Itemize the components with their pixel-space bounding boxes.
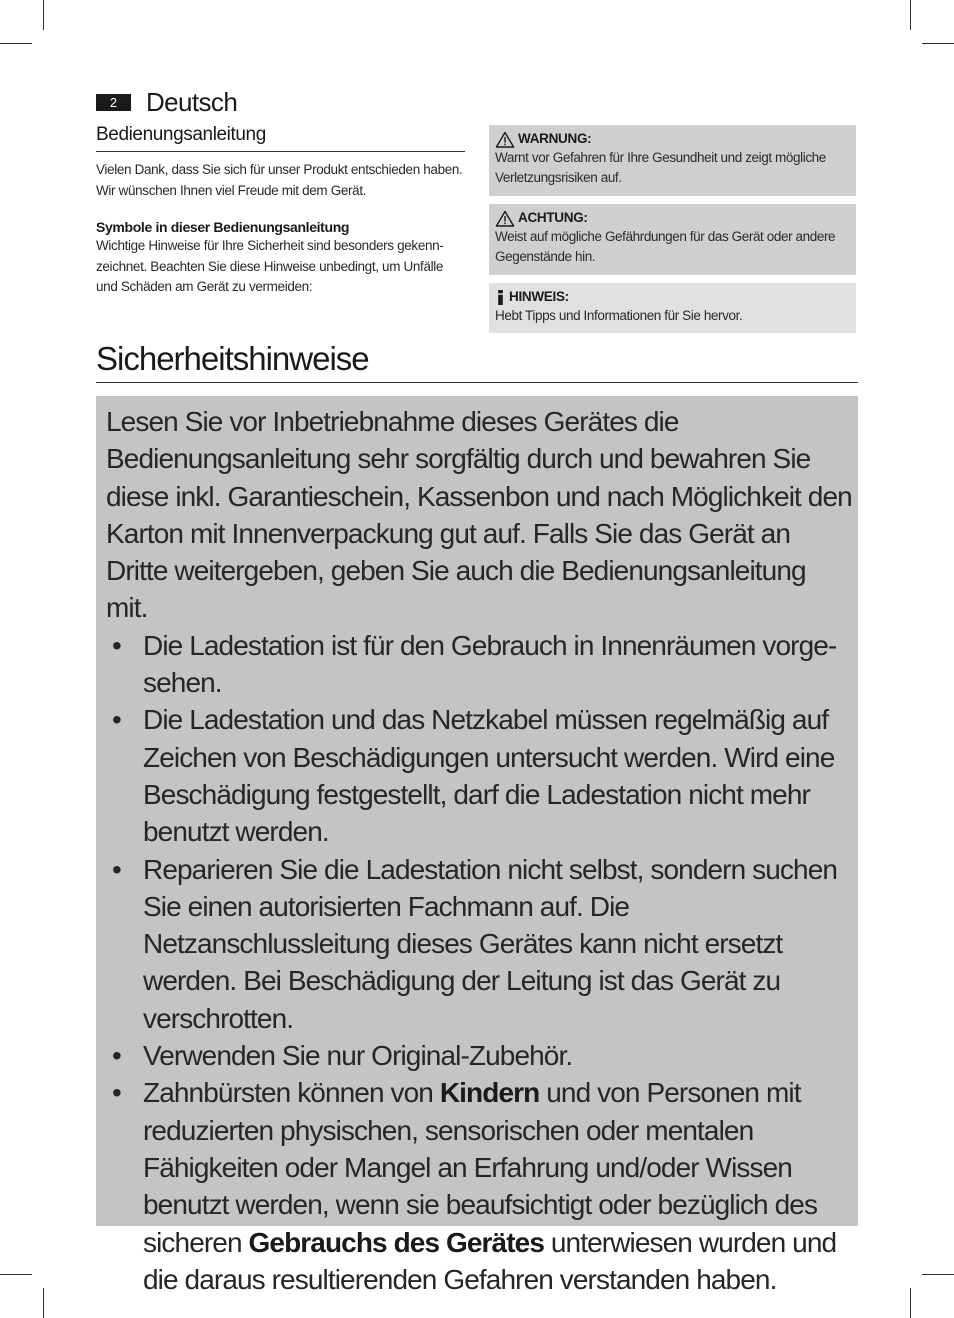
notice-title-text: HINWEIS: [509, 289, 569, 304]
notice-title [495, 130, 850, 148]
safety-box [96, 396, 858, 1295]
notice-text: Hebt Tipps und Informationen für Sie hervor. [495, 308, 743, 323]
crop-mark [0, 43, 32, 44]
bullet-icon: • [112, 1040, 121, 1072]
symbols-text: Wichtige Hinweise für Ihre Sicherheit sind besonders gekennzeichnet. Beachten Sie diese Hinweise unbedingt, um Unfälle und Schäden am Gerät zu vermeiden: [96, 238, 444, 294]
page-language-title: Deutsch [146, 86, 238, 117]
safety-heading: Sicherheitshinweise [96, 340, 858, 383]
bullet-icon: • [112, 853, 121, 885]
crop-mark [43, 0, 44, 30]
notice-title [495, 288, 850, 306]
warning-triangle-icon [495, 131, 515, 148]
intro-text: Vielen Dank, dass Sie sich für unser Produkt entschieden haben. Wir wünschen Ihnen viel Freude mit dem Gerät. [96, 162, 463, 198]
list-item [106, 1037, 852, 1074]
notice-warnung [489, 125, 856, 196]
notice-achtung [489, 204, 856, 275]
list-item-text: Die Ladestation ist für den Gebrauch in Innenräumen vorgesehen. [143, 629, 838, 699]
notice-hinweis [489, 283, 856, 333]
list-item-text-part: und von Personen mit reduzierten physischen, sensorischen oder mentalen Fähigkeiten oder Mangel an Erfahrung und/oder Wissen benutzt werden, wenn sie beaufsichtigt oder bezüglich des sicheren [143, 1077, 818, 1258]
list-item-text: Die Ladestation und das Netzkabel müssen regelmäßig auf Zeichen von Beschädigungen untersucht werden. Wird eine Beschädigung festgestellt, darf die Ladestation nicht mehr benutzt werden. [143, 704, 835, 848]
list-item [106, 627, 852, 702]
crop-mark [922, 43, 954, 44]
intro-heading: Bedienungsanleitung [96, 124, 465, 152]
page-header [96, 86, 237, 118]
crop-mark [922, 1274, 954, 1275]
notice-title-text: WARNUNG: [518, 131, 592, 146]
notice-text: Warnt vor Gefahren für Ihre Gesundheit und zeigt mögliche Verletzungsrisiken auf. [495, 150, 826, 185]
page-number: 2 [96, 94, 131, 111]
intro-column [96, 124, 465, 298]
info-icon [495, 289, 506, 306]
crop-mark [43, 1288, 44, 1318]
safety-list [106, 627, 852, 1298]
list-item-text-part: Zahnbürsten können von [143, 1077, 440, 1109]
list-item-text: Reparieren Sie die Ladestation nicht selbst, sondern suchen Sie einen autorisierten Fachmann auf. Die Netzanschlussleitung dieses Gerätes kann nicht ersetzt werden. Bei Beschädigung der Leitung ist das Gerät zu verschrotten. [143, 853, 838, 1034]
bullet-icon: • [112, 1077, 121, 1109]
notice-text: Weist auf mögliche Gefährdungen für das Gerät oder andere Gegenstände hin. [495, 229, 836, 264]
bullet-icon: • [112, 704, 121, 736]
safety-intro: Lesen Sie vor Inbetriebnahme dieses Gerätes die Bedienungsanleitung sehr sorgfältig durch und bewahren Sie diese inkl. Garantieschein, Kassenbon und nach Möglichkeit den Karton mit Innenverpackung gut auf. Falls Sie das Gerät an Dritte weitergeben, geben Sie auch die Bedienungsanleitung mit. [106, 406, 852, 624]
crop-mark [910, 0, 911, 30]
crop-mark [910, 1288, 911, 1318]
list-item [106, 1074, 852, 1298]
bullet-icon: • [112, 629, 121, 661]
warning-triangle-icon [495, 210, 515, 227]
list-item [106, 851, 852, 1037]
notice-title-text: ACHTUNG: [518, 210, 588, 225]
notice-title [495, 209, 850, 227]
list-item-text-part: unterwiesen wurden und die daraus resultierenden Gefahren verstanden haben. [143, 1226, 837, 1295]
crop-mark [0, 1274, 32, 1275]
list-item [106, 701, 852, 850]
symbols-heading: Symbole in dieser Bedienungsanleitung [96, 219, 350, 235]
list-item-text: Verwenden Sie nur Original-Zubehör. [143, 1040, 573, 1072]
emphasis-children: Kindern [439, 1077, 540, 1109]
emphasis-device-use: Gebrauchs des Gerätes [248, 1226, 544, 1258]
